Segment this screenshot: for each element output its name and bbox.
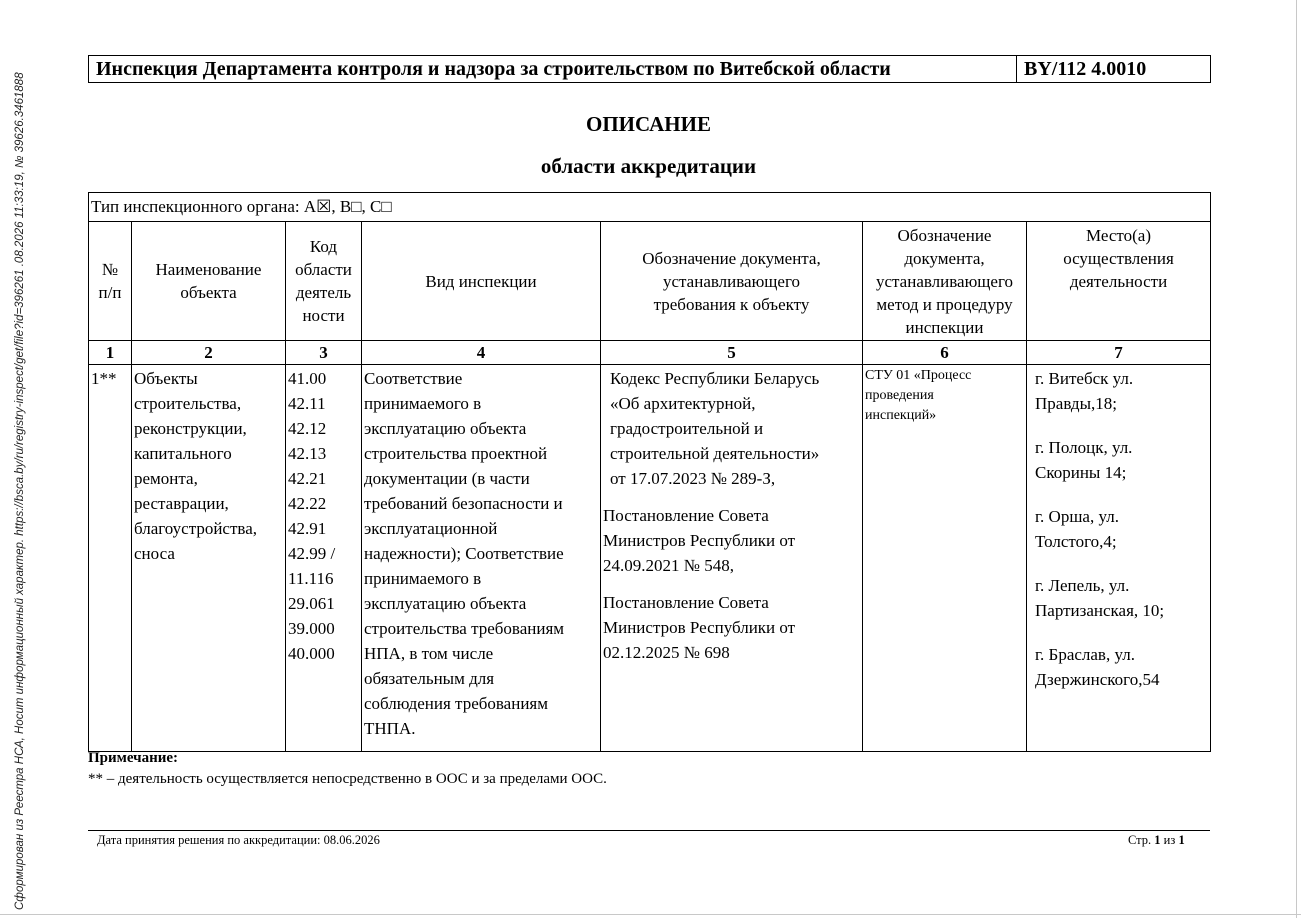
header-col-place: Место(а) осуществления деятельности [1027, 222, 1211, 341]
column-number: 5 [601, 341, 863, 365]
inspection-type-cell: Соответствие принимаемого в эксплуатацию объекта строительства проектной документации (в части требований безопасности и эксплуатационной надежности); Соответствие принимаемого в эксплуатацию объекта строительства требованиям НПА, в том числе обязательным для соблюдения требованиям ТНПА. [362, 365, 601, 752]
accreditation-scope-table [88, 192, 1211, 752]
header-col-requirements-doc: Обозначение документа, устанавливающего требования к объекту [601, 222, 863, 341]
column-number: 7 [1027, 341, 1211, 365]
requirements-block-resolution-698: Постановление Совета Министров Республики от 02.12.2025 № 698 [603, 593, 796, 662]
column-number: 3 [286, 341, 362, 365]
page-indicator: Стр. 1 из 1 [1128, 833, 1185, 847]
accreditation-decision-date: Дата принятия решения по аккредитации: 08.06.2026 [97, 833, 380, 847]
header-col-object: Наименование объекта [132, 222, 286, 341]
page-edge-bottom [0, 914, 1301, 915]
header-col-method-doc: Обозначение документа, устанавливающего метод и процедуру инспекции [863, 222, 1027, 341]
column-number: 4 [362, 341, 601, 365]
requirements-block-code: Кодекс Республики Беларусь «Об архитектурной, градостроительной и строительной деятельности» от 17.07.2023 № 289-З, [610, 369, 820, 488]
inspection-body-type: Тип инспекционного органа: A☒, B□, C□ [89, 193, 1211, 222]
footer-divider [88, 830, 1210, 831]
column-number: 1 [89, 341, 132, 365]
activity-codes-cell: 41.00 42.11 42.12 42.13 42.21 42.22 42.91 42.99 / 11.116 29.061 39.000 40.000 [286, 365, 362, 752]
accreditation-code: BY/112 4.0010 [1017, 56, 1211, 83]
place-item: г. Полоцк, ул. [1035, 438, 1133, 457]
requirements-doc-cell [601, 365, 863, 752]
header-col-number: № п/п [89, 222, 132, 341]
header-col-code: Код области деятель ности [286, 222, 362, 341]
place-item: г. Орша, ул. [1035, 507, 1119, 526]
note-text: ** – деятельность осуществляется непосредственно в ООС и за пределами ООС. [88, 771, 607, 787]
place-item: г. Лепель, ул. [1035, 576, 1130, 595]
places-cell: г. Витебск ул. Правды,18; г. Полоцк, ул. Скорины 14; г. Орша, ул. Толстого,4; г. Лепель, ул. Партизанская, 10; г. Браслав, ул. Дзержинского,54 [1027, 365, 1211, 752]
header-table [88, 55, 1211, 83]
requirements-block-resolution-548: Постановление Совета Министров Республики от 24.09.2021 № 548, [603, 506, 796, 575]
row-number: 1** [89, 365, 132, 752]
registry-watermark-text: Сформирован из Реестра НСА, Носит информационный характер. https://bsca.by/ru/registry-inspect/get/file?id=396261 .08.2026 11:33:19, № 39626.3461888 [14, 72, 26, 910]
object-name-cell: Объекты строительства, реконструкции, капитального ремонта, реставрации, благоустройства, сноса [132, 365, 286, 752]
method-doc-cell: СТУ 01 «Процесс проведения инспекций» [863, 365, 1027, 752]
place-item: г. Витебск ул. [1035, 369, 1134, 388]
note-title: Примечание: [88, 750, 179, 766]
column-number: 2 [132, 341, 286, 365]
place-item: г. Браслав, ул. [1035, 645, 1135, 664]
column-number: 6 [863, 341, 1027, 365]
organization-name: Инспекция Департамента контроля и надзора за строительством по Витебской области [89, 56, 1017, 83]
document-subtitle: области аккредитации [540, 154, 757, 178]
table-row [89, 365, 1211, 752]
header-col-inspection-type: Вид инспекции [362, 222, 601, 341]
document-title: ОПИСАНИЕ [586, 112, 711, 136]
page-edge-right [1296, 0, 1297, 918]
